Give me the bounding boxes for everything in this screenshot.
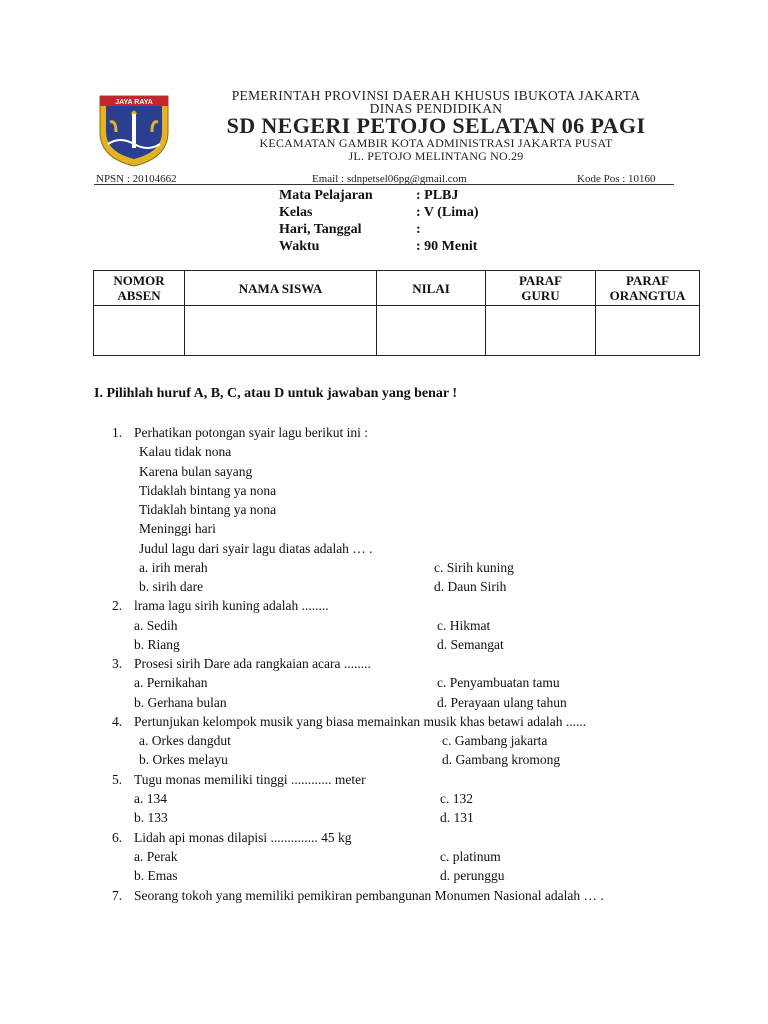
answer-option-c[interactable]: c. 132 <box>440 791 473 806</box>
logo-text: JAYA RAYA <box>115 99 153 106</box>
question-number: 7. <box>112 888 123 903</box>
header-department: DINAS PENDIDIKAN <box>369 101 503 116</box>
answer-option-c[interactable]: c. Penyambuatan tamu <box>437 675 560 690</box>
info-label-class: Kelas <box>279 205 313 220</box>
lyric-line: Meninggi hari <box>139 521 216 536</box>
question-text: lrama lagu sirih kuning adalah ........ <box>134 598 329 613</box>
info-label-subject: Mata Pelajaran <box>279 188 373 203</box>
answer-option-c[interactable]: c. platinum <box>440 849 501 864</box>
table-row <box>94 306 700 356</box>
answer-option-a[interactable]: a. 134 <box>134 791 167 806</box>
info-value-date: : <box>416 222 421 237</box>
answer-option-c[interactable]: c. Gambang jakarta <box>442 733 548 748</box>
lyric-line: Karena bulan sayang <box>139 464 253 479</box>
cell-nomor-absen[interactable] <box>94 306 185 356</box>
header-district: KECAMATAN GAMBIR KOTA ADMINISTRASI JAKARTA PUSAT <box>259 136 613 150</box>
question-text: Seorang tokoh yang memiliki pemikiran pembangunan Monumen Nasional adalah … . <box>134 888 604 903</box>
cell-paraf-guru[interactable] <box>486 306 596 356</box>
question-number: 1. <box>112 425 123 440</box>
info-label-date: Hari, Tanggal <box>279 222 362 237</box>
table-header-row <box>94 271 700 306</box>
cell-paraf-orangtua[interactable] <box>596 306 700 356</box>
header-address: JL. PETOJO MELINTANG NO.29 <box>348 149 524 163</box>
question-text: Tugu monas memiliki tinggi ............ meter <box>134 772 366 787</box>
answer-option-b[interactable]: b. sirih dare <box>139 579 204 594</box>
col-paraf-guru: PARAF GURU <box>486 271 596 306</box>
answer-option-d[interactable]: d. 131 <box>440 810 474 825</box>
question-prompt: Judul lagu dari syair lagu diatas adalah … . <box>139 541 373 556</box>
answer-option-b[interactable]: b. Riang <box>134 637 180 652</box>
answer-option-c[interactable]: c. Hikmat <box>437 618 491 633</box>
question-number: 6. <box>112 830 123 845</box>
col-nama-siswa: NAMA SISWA <box>185 271 377 306</box>
jaya-raya-logo <box>94 92 174 168</box>
answer-option-d[interactable]: d. Semangat <box>437 637 504 652</box>
student-score-table <box>93 270 700 356</box>
answer-option-b[interactable]: b. Emas <box>134 868 178 883</box>
col-paraf-orangtua: PARAF ORANGTUA <box>596 271 700 306</box>
npsn: NPSN : 20104662 <box>96 173 177 185</box>
question-text: Lidah api monas dilapisi .............. 45 kg <box>134 830 352 845</box>
cell-nilai[interactable] <box>377 306 486 356</box>
col-nomor-absen: NOMOR ABSEN <box>94 271 185 306</box>
answer-option-a[interactable]: a. Pernikahan <box>134 675 208 690</box>
section-heading: I. Pilihlah huruf A, B, C, atau D untuk jawaban yang benar ! <box>94 386 458 401</box>
question-number: 5. <box>112 772 123 787</box>
info-value-time: : 90 Menit <box>416 239 478 254</box>
postal-code: Kode Pos : 10160 <box>577 173 656 185</box>
answer-option-a[interactable]: a. Sedih <box>134 618 178 633</box>
info-value-class: : V (Lima) <box>416 205 479 220</box>
cell-nama-siswa[interactable] <box>185 306 377 356</box>
question-text: Prosesi sirih Dare ada rangkaian acara ........ <box>134 656 371 671</box>
col-nilai: NILAI <box>377 271 486 306</box>
question-number: 2. <box>112 598 123 613</box>
answer-option-c[interactable]: c. Sirih kuning <box>434 560 514 575</box>
answer-option-d[interactable]: d. Gambang kromong <box>442 752 561 767</box>
header-school-name: SD NEGERI PETOJO SELATAN 06 PAGI <box>226 113 646 138</box>
header-divider <box>94 184 674 185</box>
question-text: Perhatikan potongan syair lagu berikut ini : <box>134 425 368 440</box>
question-number: 3. <box>112 656 123 671</box>
question-number: 4. <box>112 714 123 729</box>
info-label-time: Waktu <box>279 239 320 254</box>
question-text: Pertunjukan kelompok musik yang biasa memainkan musik khas betawi adalah ...... <box>134 714 587 729</box>
lyric-line: Kalau tidak nona <box>139 444 232 459</box>
answer-option-b[interactable]: b. Gerhana bulan <box>134 695 227 710</box>
email: Email : sdnpetsel06pg@gmail.com <box>312 173 467 185</box>
answer-option-b[interactable]: b. Orkes melayu <box>139 752 228 767</box>
answer-option-d[interactable]: d. Daun Sirih <box>434 579 507 594</box>
answer-option-d[interactable]: d. Perayaan ulang tahun <box>437 695 567 710</box>
answer-option-b[interactable]: b. 133 <box>134 810 168 825</box>
answer-option-a[interactable]: a. Perak <box>134 849 178 864</box>
answer-option-a[interactable]: a. irih merah <box>139 560 208 575</box>
lyric-line: Tidaklah bintang ya nona <box>139 502 277 517</box>
header-government: PEMERINTAH PROVINSI DAERAH KHUSUS IBUKOTA JAKARTA <box>231 88 641 103</box>
lyric-line: Tidaklah bintang ya nona <box>139 483 277 498</box>
info-value-subject: : PLBJ <box>416 188 459 203</box>
answer-option-d[interactable]: d. perunggu <box>440 868 505 883</box>
answer-option-a[interactable]: a. Orkes dangdut <box>139 733 231 748</box>
